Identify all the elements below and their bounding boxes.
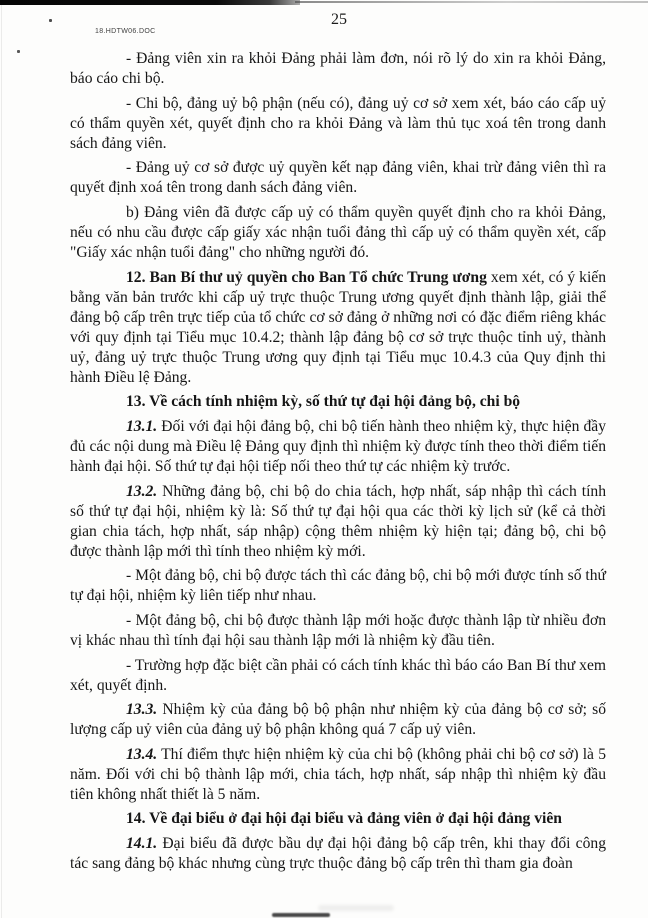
scan-smudge xyxy=(318,905,394,911)
paragraph-text: Thí điểm thực hiện nhiệm kỳ của chi bộ (không phải chi bộ cơ sở) là 5 năm. Đối với chi bộ thành lập mới, chia tách, hợp nhất, sáp nhập thì nhiệm kỳ đầu tiên không nhất thiết là 5 năm. xyxy=(70,745,606,803)
item-number-label: 13.4. xyxy=(126,745,158,763)
document-body xyxy=(70,49,606,878)
scan-artifact-top-line xyxy=(295,1,648,3)
item-number-label: 13.1. xyxy=(126,417,158,435)
paragraph xyxy=(70,700,606,740)
section-heading: 13. Về cách tính nhiệm kỳ, số thứ tự đại hội đảng bộ, chi bộ xyxy=(126,393,521,411)
paragraph-text: Nhiệm kỳ của đảng bộ bộ phận như nhiệm kỳ của đảng bộ cơ sở; số lượng cấp uỷ viên của đảng uỷ bộ phận không quá 7 cấp uỷ viên. xyxy=(70,701,606,739)
paragraph-text: Đối với đại hội đảng bộ, chi bộ tiến hành theo nhiệm kỳ, thực hiện đầy đủ các nội dung mà Điều lệ Đảng quy định thì nhiệm kỳ được tính theo thời điểm tiến hành đại hội. Số thứ tự đại hội tiếp nối theo thứ tự các nhiệm kỳ trước. xyxy=(70,417,606,476)
paragraph: - Đảng uỷ cơ sở được uỷ quyền kết nạp đảng viên, khai trừ đảng viên thì ra quyết định xoá tên trong danh sách đảng viên. xyxy=(70,159,606,197)
paragraph xyxy=(70,745,606,805)
paragraph: - Trường hợp đặc biệt cần phải có cách tính khác thì báo cáo Ban Bí thư xem xét, quyết định. xyxy=(70,656,606,694)
doc-filename: 18.HDTW06.DOC xyxy=(95,28,156,35)
item-number-label: 13.2. xyxy=(126,482,158,500)
paragraph xyxy=(70,834,606,874)
paragraph: - Một đảng bộ, chi bộ được tách thì các đảng bộ, chi bộ mới được tính số thứ tự đại hội, nhiệm kỳ liên tiếp như nhau. xyxy=(70,567,606,605)
scan-dot xyxy=(17,50,20,53)
page-number: 25 xyxy=(331,11,347,28)
item-number-label: 14.1. xyxy=(126,834,158,852)
section-heading: 14. Về đại biểu ở đại hội đại biểu và đảng viên ở đại hội đảng viên xyxy=(126,810,562,828)
paragraph: - Chi bộ, đảng uỷ bộ phận (nếu có), đảng uỷ cơ sở xem xét, báo cáo cấp uỷ có thẩm quyền xét, quyết định cho ra khỏi Đảng và làm thủ tục xoá tên trong danh sách đảng viên. xyxy=(70,94,606,152)
bold-lead: 12. Ban Bí thư uỷ quyền cho Ban Tổ chức Trung ương xyxy=(126,268,487,286)
paragraph xyxy=(70,417,606,477)
scan-artifact-top-bar xyxy=(0,0,300,5)
bottom-scan-mark xyxy=(272,913,330,917)
paragraph-text: Những đảng bộ, chi bộ do chia tách, hợp nhất, sáp nhập thì cách tính số thứ tự đại hội, nhiệm kỳ là: Số thứ tự đại hội qua các thời kỳ lịch sử (kể cả thời gian chia tách, hợp nhất, sáp nhập) cộng thêm nhiệm kỳ hiện tại; đảng bộ, chi bộ được thành lập mới thì tính theo nhiệm kỳ mới. xyxy=(70,482,606,560)
paragraph xyxy=(70,268,606,389)
paragraph-text: xem xét, có ý kiến bằng văn bản trước khi cấp uỷ trực thuộc Trung ương quyết định thành lập, giải thể đảng bộ cấp trên trực tiếp của tổ chức cơ sở đảng ở những nơi có đặc điểm riêng khác với quy định tại Tiểu mục 10.4.2; thành lập đảng bộ cơ sở trực thuộc tỉnh uỷ, thành uỷ, đảng uỷ trực thuộc Trung ương quy định tại Tiểu mục 10.4.3 của Quy định thi hành Điều lệ Đảng. xyxy=(70,268,606,386)
scan-dot xyxy=(49,19,52,22)
paragraph: - Đảng viên xin ra khỏi Đảng phải làm đơn, nói rõ lý do xin ra khỏi Đảng, báo cáo chi bộ. xyxy=(70,50,606,88)
paragraph: - Một đảng bộ, chi bộ được thành lập mới hoặc được thành lập từ nhiều đơn vị khác nhau thì tính đại hội sau thành lập mới là nhiệm kỳ đầu tiên. xyxy=(70,611,606,650)
paragraph-text: Đại biểu đã được bầu dự đại hội đảng bộ cấp trên, khi thay đổi công tác sang đảng bộ khác nhưng cùng trực thuộc đảng bộ cấp trên thì tham gia đoàn xyxy=(70,834,606,872)
item-number-label: 13.3. xyxy=(126,701,158,719)
scan-artifact-left-edge xyxy=(1,0,2,918)
paragraph: b) Đảng viên đã được cấp uỷ có thẩm quyền quyết định cho ra khỏi Đảng, nếu có nhu cầu được cấp giấy xác nhận tuổi đảng thì cấp uỷ có thẩm quyền xét, cấp "Giấy xác nhận tuổi đảng" cho những người đó. xyxy=(70,203,606,262)
paragraph xyxy=(70,482,606,562)
